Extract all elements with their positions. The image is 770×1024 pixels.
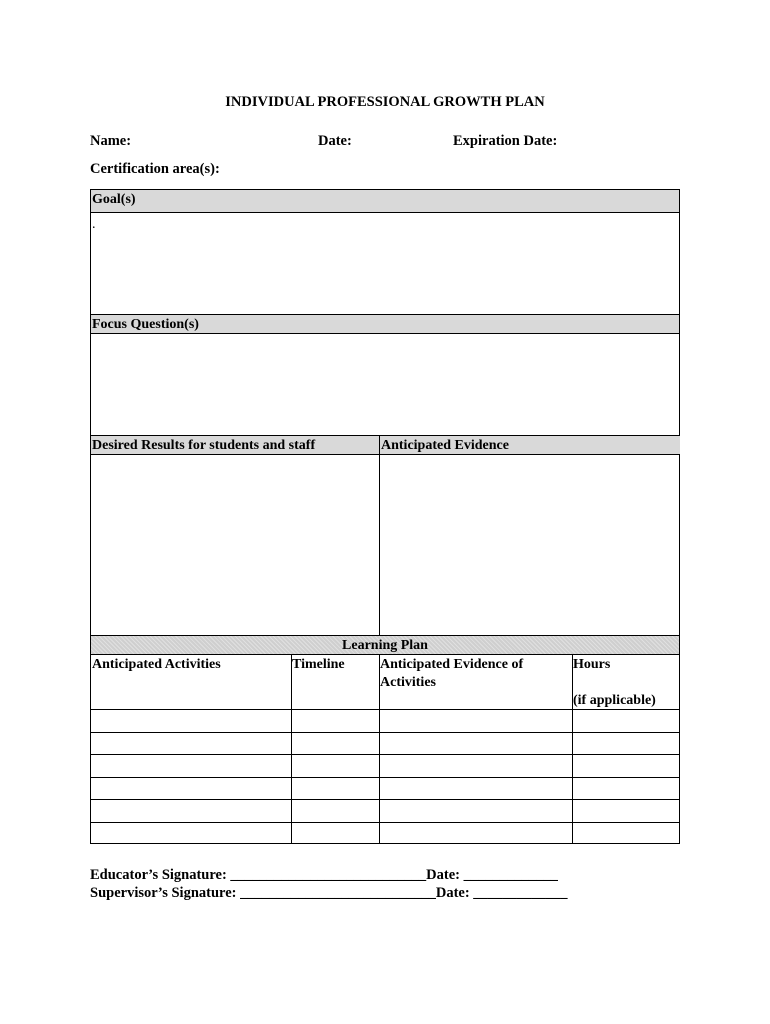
supervisor-signature-line[interactable]: Supervisor’s Signature: ___________________________Date: _____________ [90,885,568,901]
certification-area-label: Certification area(s): [90,161,220,177]
table-row[interactable] [91,709,679,710]
anticipated-evidence-activities-col: Anticipated Evidence of Activities [380,657,524,690]
learning-plan-header: Learning Plan [91,636,679,655]
table-row[interactable] [91,777,679,778]
timeline-col: Timeline [292,657,345,672]
educator-signature-line[interactable]: Educator’s Signature: ___________________________Date: _____________ [90,867,558,883]
column-divider [379,436,380,636]
column-divider [572,655,573,844]
date-label: Date: [318,133,352,149]
page-title: INDIVIDUAL PROFESSIONAL GROWTH PLAN [225,94,545,110]
table-row[interactable] [91,754,679,755]
name-label: Name: [90,133,132,149]
table-row[interactable] [91,732,679,733]
anticipated-activities-col: Anticipated Activities [92,657,221,672]
hours-note: (if applicable) [573,693,656,708]
focus-questions-header: Focus Question(s) [91,315,679,334]
growth-plan-form [90,189,680,844]
goals-content[interactable]: . [92,217,96,232]
table-row[interactable] [91,799,679,800]
expiration-date-label: Expiration Date: [453,133,558,149]
desired-results-header: Desired Results for students and staff [91,436,380,455]
column-divider [379,655,380,844]
goals-header: Goal(s) [91,190,679,213]
hours-col: Hours [573,657,611,672]
column-divider [291,655,292,844]
table-row[interactable] [91,822,679,823]
anticipated-evidence-header: Anticipated Evidence [380,436,680,455]
